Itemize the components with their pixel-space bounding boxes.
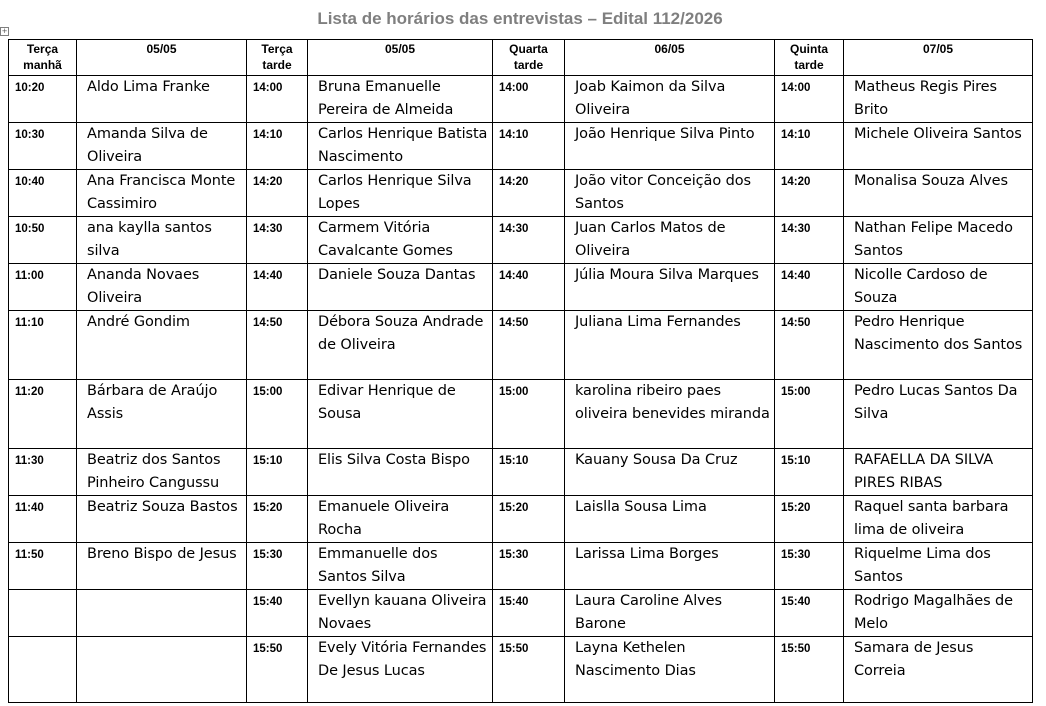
table-move-handle-icon[interactable]: + [1, 27, 8, 35]
time-slot-cell: 15:00 [247, 380, 308, 449]
candidate-name-cell: Rodrigo Magalhães de Melo [844, 590, 1033, 637]
document-title: Lista de horários das entrevistas – Edital 112/2026 [317, 9, 723, 28]
table-header-row [9, 40, 1033, 76]
time-slot-cell: 11:20 [9, 380, 77, 449]
candidate-name-cell: Evellyn kauana Oliveira Novaes [308, 590, 493, 637]
candidate-name-cell: João Henrique Silva Pinto [565, 123, 775, 170]
time-slot-cell: 14:50 [775, 311, 844, 380]
candidate-name-cell: Kauany Sousa Da Cruz [565, 449, 775, 496]
candidate-name-cell: Bruna Emanuelle Pereira de Almeida [308, 76, 493, 123]
time-slot-cell: 14:50 [493, 311, 565, 380]
candidate-name-cell: Laislla Sousa Lima [565, 496, 775, 543]
candidate-name-cell: Monalisa Souza Alves [844, 170, 1033, 217]
interview-schedule-table [8, 39, 1033, 703]
table-row [9, 264, 1033, 311]
table-row [9, 590, 1033, 637]
candidate-name-cell: Aldo Lima Franke [77, 76, 247, 123]
header-date-terca-manha: 05/05 [77, 40, 247, 76]
candidate-name-cell: André Gondim [77, 311, 247, 380]
candidate-name-cell: Ana Francisca Monte Cassimiro [77, 170, 247, 217]
time-slot-cell: 15:20 [775, 496, 844, 543]
time-slot-cell: 15:50 [247, 637, 308, 703]
time-slot-cell: 15:40 [493, 590, 565, 637]
time-slot-cell: 15:50 [493, 637, 565, 703]
candidate-name-cell: Laura Caroline Alves Barone [565, 590, 775, 637]
time-slot-cell: 15:30 [775, 543, 844, 590]
table-row [9, 449, 1033, 496]
time-slot-cell: 14:40 [247, 264, 308, 311]
time-slot-cell: 15:20 [247, 496, 308, 543]
candidate-name-cell: karolina ribeiro paes oliveira benevides miranda [565, 380, 775, 449]
candidate-name-cell: Juan Carlos Matos de Oliveira [565, 217, 775, 264]
candidate-name-cell: Matheus Regis Pires Brito [844, 76, 1033, 123]
time-slot-cell: 14:30 [493, 217, 565, 264]
time-slot-cell: 11:30 [9, 449, 77, 496]
header-date-quinta-tarde: 07/05 [844, 40, 1033, 76]
candidate-name-cell: Evely Vitória Fernandes De Jesus Lucas [308, 637, 493, 703]
table-row [9, 543, 1033, 590]
candidate-name-cell [77, 637, 247, 703]
candidate-name-cell: Joab Kaimon da Silva Oliveira [565, 76, 775, 123]
candidate-name-cell [77, 590, 247, 637]
time-slot-cell [9, 637, 77, 703]
time-slot-cell: 10:50 [9, 217, 77, 264]
candidate-name-cell: Carmem Vitória Cavalcante Gomes [308, 217, 493, 264]
time-slot-cell: 11:00 [9, 264, 77, 311]
table-row [9, 311, 1033, 380]
candidate-name-cell: Nathan Felipe Macedo Santos [844, 217, 1033, 264]
time-slot-cell: 15:30 [247, 543, 308, 590]
time-slot-cell: 14:10 [247, 123, 308, 170]
candidate-name-cell: ana kaylla santos silva [77, 217, 247, 264]
time-slot-cell: 10:30 [9, 123, 77, 170]
candidate-name-cell: Raquel santa barbara lima de oliveira [844, 496, 1033, 543]
candidate-name-cell: Larissa Lima Borges [565, 543, 775, 590]
time-slot-cell: 15:00 [775, 380, 844, 449]
time-slot-cell [9, 590, 77, 637]
candidate-name-cell: Emanuele Oliveira Rocha [308, 496, 493, 543]
candidate-name-cell: Débora Souza Andrade de Oliveira [308, 311, 493, 380]
candidate-name-cell: João vitor Conceição dos Santos [565, 170, 775, 217]
candidate-name-cell: Samara de Jesus Correia [844, 637, 1033, 703]
time-slot-cell: 15:10 [247, 449, 308, 496]
candidate-name-cell: RAFAELLA DA SILVA PIRES RIBAS [844, 449, 1033, 496]
candidate-name-cell: Nicolle Cardoso de Souza [844, 264, 1033, 311]
time-slot-cell: 15:10 [775, 449, 844, 496]
time-slot-cell: 14:20 [775, 170, 844, 217]
candidate-name-cell: Beatriz Souza Bastos [77, 496, 247, 543]
header-date-quarta-tarde: 06/05 [565, 40, 775, 76]
time-slot-cell: 14:00 [247, 76, 308, 123]
time-slot-cell: 14:40 [493, 264, 565, 311]
time-slot-cell: 14:00 [493, 76, 565, 123]
time-slot-cell: 11:40 [9, 496, 77, 543]
candidate-name-cell: Daniele Souza Dantas [308, 264, 493, 311]
candidate-name-cell: Beatriz dos Santos Pinheiro Cangussu [77, 449, 247, 496]
candidate-name-cell: Júlia Moura Silva Marques [565, 264, 775, 311]
time-slot-cell: 14:50 [247, 311, 308, 380]
time-slot-cell: 15:00 [493, 380, 565, 449]
time-slot-cell: 15:40 [247, 590, 308, 637]
time-slot-cell: 15:40 [775, 590, 844, 637]
time-slot-cell: 14:10 [775, 123, 844, 170]
candidate-name-cell: Bárbara de Araújo Assis [77, 380, 247, 449]
candidate-name-cell: Pedro Henrique Nascimento dos Santos [844, 311, 1033, 380]
header-quarta-tarde: Quarta tarde [493, 40, 565, 76]
table-row [9, 217, 1033, 264]
header-date-terca-tarde: 05/05 [308, 40, 493, 76]
candidate-name-cell: Pedro Lucas Santos Da Silva [844, 380, 1033, 449]
table-row [9, 380, 1033, 449]
candidate-name-cell: Ananda Novaes Oliveira [77, 264, 247, 311]
candidate-name-cell: Elis Silva Costa Bispo [308, 449, 493, 496]
time-slot-cell: 11:10 [9, 311, 77, 380]
time-slot-cell: 11:50 [9, 543, 77, 590]
table-row [9, 76, 1033, 123]
time-slot-cell: 14:00 [775, 76, 844, 123]
time-slot-cell: 15:10 [493, 449, 565, 496]
time-slot-cell: 14:30 [247, 217, 308, 264]
time-slot-cell: 10:40 [9, 170, 77, 217]
table-row [9, 123, 1033, 170]
table-row [9, 637, 1033, 703]
table-row [9, 496, 1033, 543]
time-slot-cell: 14:30 [775, 217, 844, 264]
time-slot-cell: 15:30 [493, 543, 565, 590]
candidate-name-cell: Juliana Lima Fernandes [565, 311, 775, 380]
candidate-name-cell: Carlos Henrique Batista Nascimento [308, 123, 493, 170]
candidate-name-cell: Michele Oliveira Santos [844, 123, 1033, 170]
table-row [9, 170, 1033, 217]
header-quinta-tarde: Quinta tarde [775, 40, 844, 76]
candidate-name-cell: Riquelme Lima dos Santos [844, 543, 1033, 590]
time-slot-cell: 15:20 [493, 496, 565, 543]
time-slot-cell: 14:20 [247, 170, 308, 217]
header-terca-tarde: Terça tarde [247, 40, 308, 76]
candidate-name-cell: Emmanuelle dos Santos Silva [308, 543, 493, 590]
candidate-name-cell: Breno Bispo de Jesus [77, 543, 247, 590]
time-slot-cell: 14:20 [493, 170, 565, 217]
candidate-name-cell: Layna Kethelen Nascimento Dias [565, 637, 775, 703]
time-slot-cell: 10:20 [9, 76, 77, 123]
time-slot-cell: 15:50 [775, 637, 844, 703]
candidate-name-cell: Edivar Henrique de Sousa [308, 380, 493, 449]
time-slot-cell: 14:10 [493, 123, 565, 170]
candidate-name-cell: Amanda Silva de Oliveira [77, 123, 247, 170]
time-slot-cell: 14:40 [775, 264, 844, 311]
header-terca-manha: Terça manhã [9, 40, 77, 76]
candidate-name-cell: Carlos Henrique Silva Lopes [308, 170, 493, 217]
